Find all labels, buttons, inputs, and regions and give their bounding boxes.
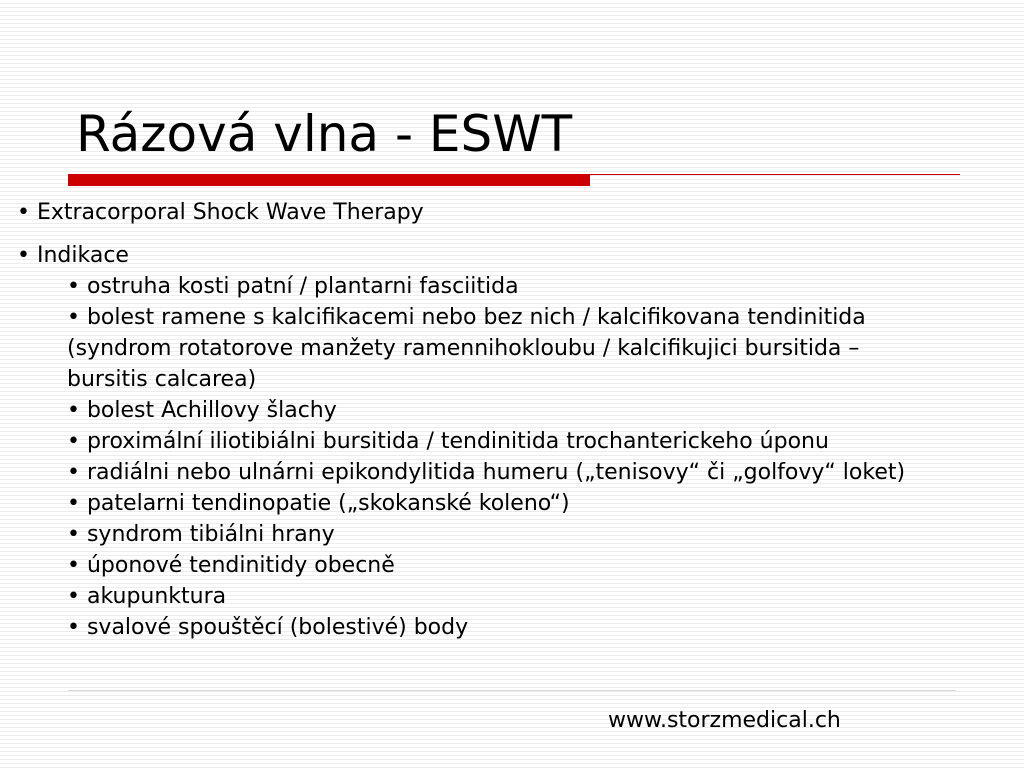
sub-bullet-patelarni: • patelarni tendinopatie („skokanské koleno“) [67,491,570,516]
footer-divider [68,690,956,691]
sub-bullet-bolest-ramene: • bolest ramene s kalcifikacemi nebo bez nich / kalcifikovana tendinitida [67,305,866,330]
slide-content [17,197,1024,643]
sub-bullet-tibialni: • syndrom tibiálni hrany [67,522,335,547]
sub-bullet-epikondylitida: • radiálni nebo ulnárni epikondylitida humeru („tenisovy“ či „golfovy“ loket) [67,460,906,485]
slide-title: Rázová vlna - ESWT [76,105,573,163]
sub-bullet-akupunktura: • akupunktura [67,584,227,609]
title-underline-thin [590,174,960,175]
sub-bullet-bolest-ramene-cont-2: bursitis calcarea) [67,367,257,392]
sub-bullet-ostruha: • ostruha kosti patní / plantarni fasciitida [67,274,519,299]
bullet-eswt: • Extracorporal Shock Wave Therapy [17,200,424,225]
footer-website: www.storzmedical.ch [608,708,841,733]
sub-bullet-uponove: • úponové tendinitidy obecně [67,553,395,578]
sub-bullet-achillovy: • bolest Achillovy šlachy [67,398,337,423]
bullet-indikace: • Indikace [17,243,129,268]
title-underline [68,174,960,188]
title-underline-thick [68,174,590,186]
sub-bullet-iliotibialni: • proximální iliotibiálni bursitida / tendinitida trochanterickeho úponu [67,429,829,454]
sub-bullet-spoustece-body: • svalové spouštěcí (bolestivé) body [67,615,469,640]
sub-bullet-bolest-ramene-cont-1: (syndrom rotatorove manžety ramennihokloubu / kalcifikujici bursitida – [67,336,860,361]
